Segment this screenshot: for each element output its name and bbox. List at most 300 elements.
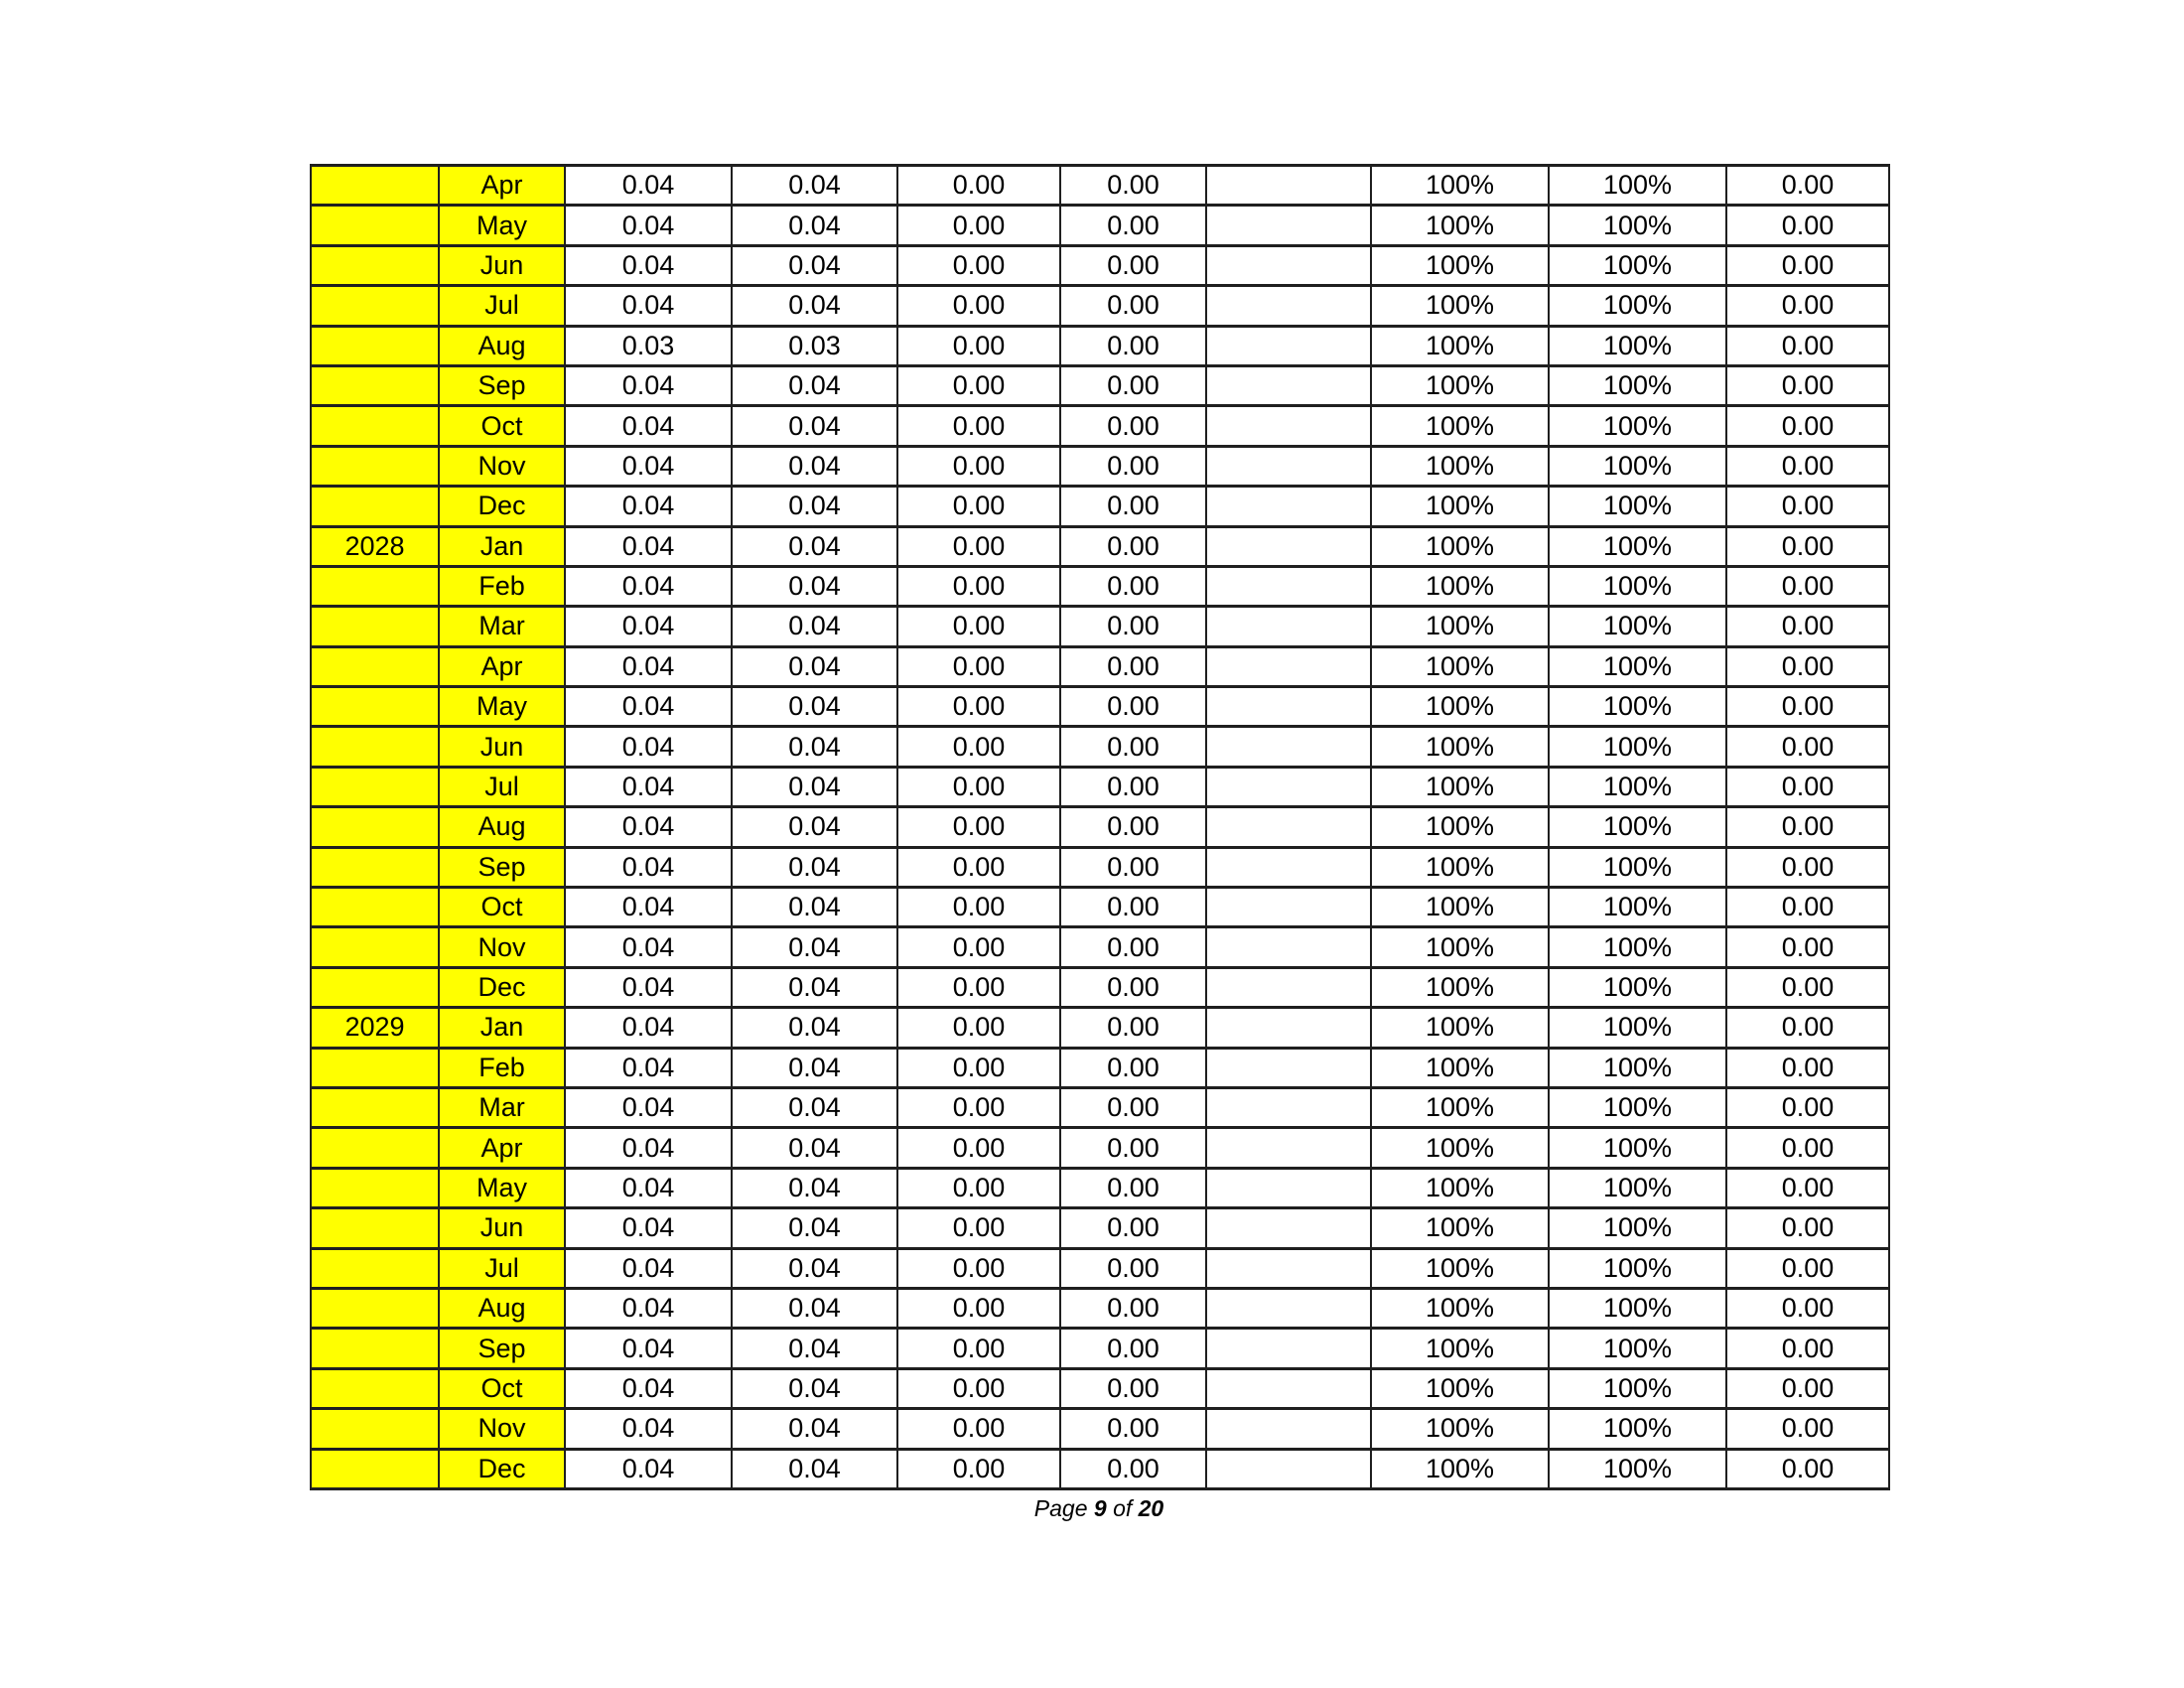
- value-col-4-cell: 0.00: [1060, 446, 1206, 486]
- month-cell: Oct: [439, 1368, 565, 1408]
- percent-col-1-cell: 100%: [1371, 1409, 1549, 1449]
- year-cell: [311, 1087, 439, 1127]
- value-col-5-cell: 0.00: [1726, 1288, 1889, 1328]
- value-col-2-cell: 0.04: [732, 446, 897, 486]
- value-col-4-cell: 0.00: [1060, 1449, 1206, 1489]
- value-col-2-cell: 0.04: [732, 487, 897, 526]
- value-col-1-cell: 0.04: [565, 487, 732, 526]
- value-col-5-cell: 0.00: [1726, 687, 1889, 727]
- percent-col-2-cell: 100%: [1549, 1048, 1726, 1087]
- value-col-1-cell: 0.04: [565, 1288, 732, 1328]
- percent-col-1-cell: 100%: [1371, 1087, 1549, 1127]
- value-col-4-cell: 0.00: [1060, 1248, 1206, 1288]
- value-col-5-cell: 0.00: [1726, 847, 1889, 887]
- value-col-3-cell: 0.00: [897, 1048, 1060, 1087]
- blank-col-cell: [1206, 1329, 1371, 1368]
- value-col-1-cell: 0.03: [565, 326, 732, 365]
- percent-col-1-cell: 100%: [1371, 326, 1549, 365]
- value-col-1-cell: 0.04: [565, 767, 732, 806]
- value-col-2-cell: 0.04: [732, 607, 897, 646]
- year-cell: [311, 1368, 439, 1408]
- percent-col-1-cell: 100%: [1371, 406, 1549, 446]
- value-col-2-cell: 0.04: [732, 1368, 897, 1408]
- percent-col-1-cell: 100%: [1371, 1248, 1549, 1288]
- percent-col-1-cell: 100%: [1371, 967, 1549, 1007]
- value-col-3-cell: 0.00: [897, 767, 1060, 806]
- value-col-5-cell: 0.00: [1726, 487, 1889, 526]
- table-row: [311, 1409, 1889, 1449]
- year-cell: [311, 206, 439, 245]
- year-cell: [311, 767, 439, 806]
- percent-col-1-cell: 100%: [1371, 487, 1549, 526]
- value-col-3-cell: 0.00: [897, 1449, 1060, 1489]
- month-cell: Nov: [439, 446, 565, 486]
- value-col-5-cell: 0.00: [1726, 1128, 1889, 1168]
- percent-col-2-cell: 100%: [1549, 526, 1726, 566]
- value-col-3-cell: 0.00: [897, 566, 1060, 606]
- value-col-4-cell: 0.00: [1060, 365, 1206, 405]
- year-cell: [311, 1248, 439, 1288]
- value-col-3-cell: 0.00: [897, 166, 1060, 206]
- footer-total-pages: 20: [1138, 1495, 1164, 1521]
- value-col-2-cell: 0.04: [732, 526, 897, 566]
- percent-col-1-cell: 100%: [1371, 1128, 1549, 1168]
- table-row: [311, 1329, 1889, 1368]
- year-cell: [311, 326, 439, 365]
- value-col-5-cell: 0.00: [1726, 566, 1889, 606]
- percent-col-1-cell: 100%: [1371, 1208, 1549, 1248]
- month-cell: Dec: [439, 487, 565, 526]
- value-col-1-cell: 0.04: [565, 607, 732, 646]
- value-col-4-cell: 0.00: [1060, 1409, 1206, 1449]
- blank-col-cell: [1206, 326, 1371, 365]
- value-col-4-cell: 0.00: [1060, 1288, 1206, 1328]
- value-col-3-cell: 0.00: [897, 1128, 1060, 1168]
- value-col-5-cell: 0.00: [1726, 1208, 1889, 1248]
- value-col-1-cell: 0.04: [565, 927, 732, 967]
- blank-col-cell: [1206, 487, 1371, 526]
- value-col-4-cell: 0.00: [1060, 967, 1206, 1007]
- month-cell: Apr: [439, 646, 565, 686]
- value-col-5-cell: 0.00: [1726, 526, 1889, 566]
- value-col-1-cell: 0.04: [565, 526, 732, 566]
- month-cell: Jan: [439, 1008, 565, 1048]
- value-col-5-cell: 0.00: [1726, 1048, 1889, 1087]
- year-cell: [311, 646, 439, 686]
- value-col-5-cell: 0.00: [1726, 166, 1889, 206]
- blank-col-cell: [1206, 888, 1371, 927]
- value-col-2-cell: 0.04: [732, 727, 897, 767]
- value-col-2-cell: 0.04: [732, 807, 897, 847]
- value-col-3-cell: 0.00: [897, 446, 1060, 486]
- percent-col-1-cell: 100%: [1371, 687, 1549, 727]
- blank-col-cell: [1206, 1208, 1371, 1248]
- blank-col-cell: [1206, 727, 1371, 767]
- year-cell: 2029: [311, 1008, 439, 1048]
- year-cell: [311, 365, 439, 405]
- value-col-1-cell: 0.04: [565, 245, 732, 285]
- value-col-1-cell: 0.04: [565, 1208, 732, 1248]
- percent-col-2-cell: 100%: [1549, 406, 1726, 446]
- blank-col-cell: [1206, 166, 1371, 206]
- value-col-5-cell: 0.00: [1726, 286, 1889, 326]
- value-col-1-cell: 0.04: [565, 365, 732, 405]
- value-col-2-cell: 0.04: [732, 286, 897, 326]
- year-cell: 2028: [311, 526, 439, 566]
- value-col-1-cell: 0.04: [565, 807, 732, 847]
- blank-col-cell: [1206, 1449, 1371, 1489]
- year-cell: [311, 1449, 439, 1489]
- value-col-5-cell: 0.00: [1726, 245, 1889, 285]
- table-row: [311, 847, 1889, 887]
- percent-col-1-cell: 100%: [1371, 847, 1549, 887]
- month-cell: Jun: [439, 245, 565, 285]
- year-cell: [311, 487, 439, 526]
- percent-col-1-cell: 100%: [1371, 1288, 1549, 1328]
- year-cell: [311, 1048, 439, 1087]
- value-col-2-cell: 0.04: [732, 767, 897, 806]
- value-col-4-cell: 0.00: [1060, 847, 1206, 887]
- year-cell: [311, 1409, 439, 1449]
- value-col-5-cell: 0.00: [1726, 1368, 1889, 1408]
- table-row: [311, 888, 1889, 927]
- value-col-5-cell: 0.00: [1726, 446, 1889, 486]
- percent-col-2-cell: 100%: [1549, 687, 1726, 727]
- percent-col-2-cell: 100%: [1549, 1248, 1726, 1288]
- table-row: [311, 767, 1889, 806]
- year-cell: [311, 245, 439, 285]
- percent-col-1-cell: 100%: [1371, 365, 1549, 405]
- percent-col-2-cell: 100%: [1549, 1329, 1726, 1368]
- table-row: [311, 365, 1889, 405]
- value-col-2-cell: 0.04: [732, 1128, 897, 1168]
- value-col-4-cell: 0.00: [1060, 566, 1206, 606]
- value-col-3-cell: 0.00: [897, 888, 1060, 927]
- table-row: [311, 1048, 1889, 1087]
- percent-col-1-cell: 100%: [1371, 1449, 1549, 1489]
- month-cell: Oct: [439, 406, 565, 446]
- month-cell: Sep: [439, 365, 565, 405]
- value-col-3-cell: 0.00: [897, 1368, 1060, 1408]
- table-row: [311, 1248, 1889, 1288]
- percent-col-1-cell: 100%: [1371, 767, 1549, 806]
- month-cell: May: [439, 687, 565, 727]
- table-row: [311, 1208, 1889, 1248]
- blank-col-cell: [1206, 847, 1371, 887]
- value-col-3-cell: 0.00: [897, 1008, 1060, 1048]
- value-col-1-cell: 0.04: [565, 1168, 732, 1207]
- percent-col-2-cell: 100%: [1549, 727, 1726, 767]
- value-col-3-cell: 0.00: [897, 365, 1060, 405]
- value-col-3-cell: 0.00: [897, 646, 1060, 686]
- table-row: [311, 1449, 1889, 1489]
- value-col-2-cell: 0.04: [732, 1087, 897, 1127]
- year-cell: [311, 807, 439, 847]
- value-col-5-cell: 0.00: [1726, 206, 1889, 245]
- year-cell: [311, 687, 439, 727]
- percent-col-1-cell: 100%: [1371, 1168, 1549, 1207]
- value-col-5-cell: 0.00: [1726, 326, 1889, 365]
- value-col-4-cell: 0.00: [1060, 1128, 1206, 1168]
- blank-col-cell: [1206, 446, 1371, 486]
- percent-col-1-cell: 100%: [1371, 526, 1549, 566]
- value-col-3-cell: 0.00: [897, 206, 1060, 245]
- value-col-4-cell: 0.00: [1060, 1087, 1206, 1127]
- value-col-5-cell: 0.00: [1726, 888, 1889, 927]
- value-col-2-cell: 0.04: [732, 847, 897, 887]
- value-col-3-cell: 0.00: [897, 1168, 1060, 1207]
- month-cell: Oct: [439, 888, 565, 927]
- percent-col-2-cell: 100%: [1549, 365, 1726, 405]
- value-col-5-cell: 0.00: [1726, 807, 1889, 847]
- blank-col-cell: [1206, 767, 1371, 806]
- value-col-5-cell: 0.00: [1726, 1409, 1889, 1449]
- value-col-2-cell: 0.04: [732, 245, 897, 285]
- table-row: [311, 1087, 1889, 1127]
- year-cell: [311, 166, 439, 206]
- percent-col-1-cell: 100%: [1371, 607, 1549, 646]
- month-cell: Mar: [439, 1087, 565, 1127]
- value-col-3-cell: 0.00: [897, 245, 1060, 285]
- value-col-1-cell: 0.04: [565, 1048, 732, 1087]
- value-col-4-cell: 0.00: [1060, 927, 1206, 967]
- percent-col-1-cell: 100%: [1371, 245, 1549, 285]
- percent-col-2-cell: 100%: [1549, 1368, 1726, 1408]
- value-col-3-cell: 0.00: [897, 927, 1060, 967]
- blank-col-cell: [1206, 1288, 1371, 1328]
- value-col-5-cell: 0.00: [1726, 967, 1889, 1007]
- value-col-3-cell: 0.00: [897, 326, 1060, 365]
- percent-col-2-cell: 100%: [1549, 166, 1726, 206]
- value-col-3-cell: 0.00: [897, 1409, 1060, 1449]
- month-cell: Dec: [439, 1449, 565, 1489]
- value-col-3-cell: 0.00: [897, 1208, 1060, 1248]
- percent-col-2-cell: 100%: [1549, 1208, 1726, 1248]
- year-cell: [311, 286, 439, 326]
- value-col-1-cell: 0.04: [565, 446, 732, 486]
- month-cell: Dec: [439, 967, 565, 1007]
- value-col-2-cell: 0.04: [732, 967, 897, 1007]
- value-col-1-cell: 0.04: [565, 166, 732, 206]
- table-row: [311, 487, 1889, 526]
- percent-col-2-cell: 100%: [1549, 1087, 1726, 1127]
- table-row: [311, 807, 1889, 847]
- month-cell: Apr: [439, 166, 565, 206]
- value-col-4-cell: 0.00: [1060, 888, 1206, 927]
- year-cell: [311, 967, 439, 1007]
- value-col-4-cell: 0.00: [1060, 1329, 1206, 1368]
- value-col-4-cell: 0.00: [1060, 727, 1206, 767]
- value-col-5-cell: 0.00: [1726, 607, 1889, 646]
- table-row: [311, 1168, 1889, 1207]
- percent-col-1-cell: 100%: [1371, 1368, 1549, 1408]
- value-col-2-cell: 0.04: [732, 166, 897, 206]
- blank-col-cell: [1206, 1128, 1371, 1168]
- percent-col-1-cell: 100%: [1371, 566, 1549, 606]
- value-col-1-cell: 0.04: [565, 1329, 732, 1368]
- value-col-2-cell: 0.04: [732, 927, 897, 967]
- value-col-3-cell: 0.00: [897, 286, 1060, 326]
- data-table-body: [311, 166, 1889, 1489]
- value-col-3-cell: 0.00: [897, 967, 1060, 1007]
- blank-col-cell: [1206, 1168, 1371, 1207]
- value-col-5-cell: 0.00: [1726, 365, 1889, 405]
- percent-col-2-cell: 100%: [1549, 1168, 1726, 1207]
- value-col-1-cell: 0.04: [565, 967, 732, 1007]
- month-cell: Sep: [439, 1329, 565, 1368]
- month-cell: Aug: [439, 807, 565, 847]
- month-cell: May: [439, 206, 565, 245]
- value-col-2-cell: 0.04: [732, 365, 897, 405]
- percent-col-2-cell: 100%: [1549, 446, 1726, 486]
- value-col-4-cell: 0.00: [1060, 206, 1206, 245]
- year-cell: [311, 1168, 439, 1207]
- value-col-4-cell: 0.00: [1060, 286, 1206, 326]
- percent-col-1-cell: 100%: [1371, 166, 1549, 206]
- percent-col-1-cell: 100%: [1371, 727, 1549, 767]
- blank-col-cell: [1206, 286, 1371, 326]
- value-col-3-cell: 0.00: [897, 406, 1060, 446]
- percent-col-2-cell: 100%: [1549, 1128, 1726, 1168]
- footer-page-label: Page: [1033, 1495, 1088, 1521]
- month-cell: Jan: [439, 526, 565, 566]
- value-col-4-cell: 0.00: [1060, 646, 1206, 686]
- value-col-2-cell: 0.04: [732, 1449, 897, 1489]
- value-col-5-cell: 0.00: [1726, 727, 1889, 767]
- percent-col-2-cell: 100%: [1549, 888, 1726, 927]
- table-row: [311, 326, 1889, 365]
- year-cell: [311, 1208, 439, 1248]
- value-col-3-cell: 0.00: [897, 1248, 1060, 1288]
- footer-of-label: of: [1113, 1495, 1133, 1521]
- value-col-5-cell: 0.00: [1726, 1449, 1889, 1489]
- value-col-2-cell: 0.04: [732, 206, 897, 245]
- percent-col-2-cell: 100%: [1549, 767, 1726, 806]
- percent-col-2-cell: 100%: [1549, 487, 1726, 526]
- month-cell: Jun: [439, 1208, 565, 1248]
- value-col-5-cell: 0.00: [1726, 927, 1889, 967]
- year-cell: [311, 406, 439, 446]
- month-cell: Nov: [439, 927, 565, 967]
- value-col-1-cell: 0.04: [565, 687, 732, 727]
- value-col-4-cell: 0.00: [1060, 326, 1206, 365]
- data-table: [310, 164, 1890, 1490]
- value-col-4-cell: 0.00: [1060, 526, 1206, 566]
- month-cell: Jul: [439, 1248, 565, 1288]
- percent-col-2-cell: 100%: [1549, 1288, 1726, 1328]
- month-cell: Feb: [439, 1048, 565, 1087]
- percent-col-2-cell: 100%: [1549, 206, 1726, 245]
- blank-col-cell: [1206, 1409, 1371, 1449]
- value-col-2-cell: 0.04: [732, 1288, 897, 1328]
- blank-col-cell: [1206, 1048, 1371, 1087]
- blank-col-cell: [1206, 245, 1371, 285]
- value-col-1-cell: 0.04: [565, 888, 732, 927]
- table-row: [311, 1368, 1889, 1408]
- table-row: [311, 1288, 1889, 1328]
- value-col-4-cell: 0.00: [1060, 807, 1206, 847]
- percent-col-1-cell: 100%: [1371, 646, 1549, 686]
- year-cell: [311, 888, 439, 927]
- value-col-5-cell: 0.00: [1726, 1248, 1889, 1288]
- blank-col-cell: [1206, 1008, 1371, 1048]
- table-row: [311, 1008, 1889, 1048]
- value-col-2-cell: 0.03: [732, 326, 897, 365]
- value-col-2-cell: 0.04: [732, 1409, 897, 1449]
- value-col-4-cell: 0.00: [1060, 487, 1206, 526]
- value-col-1-cell: 0.04: [565, 1087, 732, 1127]
- value-col-5-cell: 0.00: [1726, 406, 1889, 446]
- blank-col-cell: [1206, 646, 1371, 686]
- blank-col-cell: [1206, 1368, 1371, 1408]
- value-col-2-cell: 0.04: [732, 406, 897, 446]
- month-cell: May: [439, 1168, 565, 1207]
- value-col-1-cell: 0.04: [565, 1248, 732, 1288]
- table-row: [311, 526, 1889, 566]
- value-col-5-cell: 0.00: [1726, 1087, 1889, 1127]
- percent-col-1-cell: 100%: [1371, 1008, 1549, 1048]
- percent-col-1-cell: 100%: [1371, 446, 1549, 486]
- month-cell: Aug: [439, 1288, 565, 1328]
- table-row: [311, 166, 1889, 206]
- blank-col-cell: [1206, 967, 1371, 1007]
- page-footer: [310, 1495, 1888, 1522]
- month-cell: Feb: [439, 566, 565, 606]
- blank-col-cell: [1206, 807, 1371, 847]
- month-cell: Aug: [439, 326, 565, 365]
- percent-col-1-cell: 100%: [1371, 807, 1549, 847]
- percent-col-1-cell: 100%: [1371, 927, 1549, 967]
- value-col-1-cell: 0.04: [565, 1128, 732, 1168]
- table-row: [311, 687, 1889, 727]
- table-row: [311, 406, 1889, 446]
- value-col-3-cell: 0.00: [897, 807, 1060, 847]
- value-col-1-cell: 0.04: [565, 566, 732, 606]
- year-cell: [311, 847, 439, 887]
- percent-col-2-cell: 100%: [1549, 967, 1726, 1007]
- value-col-3-cell: 0.00: [897, 687, 1060, 727]
- percent-col-1-cell: 100%: [1371, 286, 1549, 326]
- value-col-1-cell: 0.04: [565, 206, 732, 245]
- value-col-4-cell: 0.00: [1060, 166, 1206, 206]
- value-col-1-cell: 0.04: [565, 847, 732, 887]
- value-col-5-cell: 0.00: [1726, 1329, 1889, 1368]
- value-col-1-cell: 0.04: [565, 646, 732, 686]
- value-col-4-cell: 0.00: [1060, 1368, 1206, 1408]
- blank-col-cell: [1206, 927, 1371, 967]
- month-cell: Sep: [439, 847, 565, 887]
- year-cell: [311, 1128, 439, 1168]
- table-row: [311, 206, 1889, 245]
- table-row: [311, 1128, 1889, 1168]
- table-row: [311, 566, 1889, 606]
- month-cell: Mar: [439, 607, 565, 646]
- value-col-1-cell: 0.04: [565, 1008, 732, 1048]
- percent-col-1-cell: 100%: [1371, 1048, 1549, 1087]
- month-cell: Jun: [439, 727, 565, 767]
- value-col-4-cell: 0.00: [1060, 1208, 1206, 1248]
- table-row: [311, 646, 1889, 686]
- year-cell: [311, 566, 439, 606]
- percent-col-2-cell: 100%: [1549, 927, 1726, 967]
- blank-col-cell: [1206, 206, 1371, 245]
- year-cell: [311, 1329, 439, 1368]
- table-row: [311, 967, 1889, 1007]
- value-col-2-cell: 0.04: [732, 646, 897, 686]
- value-col-4-cell: 0.00: [1060, 406, 1206, 446]
- value-col-3-cell: 0.00: [897, 1087, 1060, 1127]
- table-row: [311, 607, 1889, 646]
